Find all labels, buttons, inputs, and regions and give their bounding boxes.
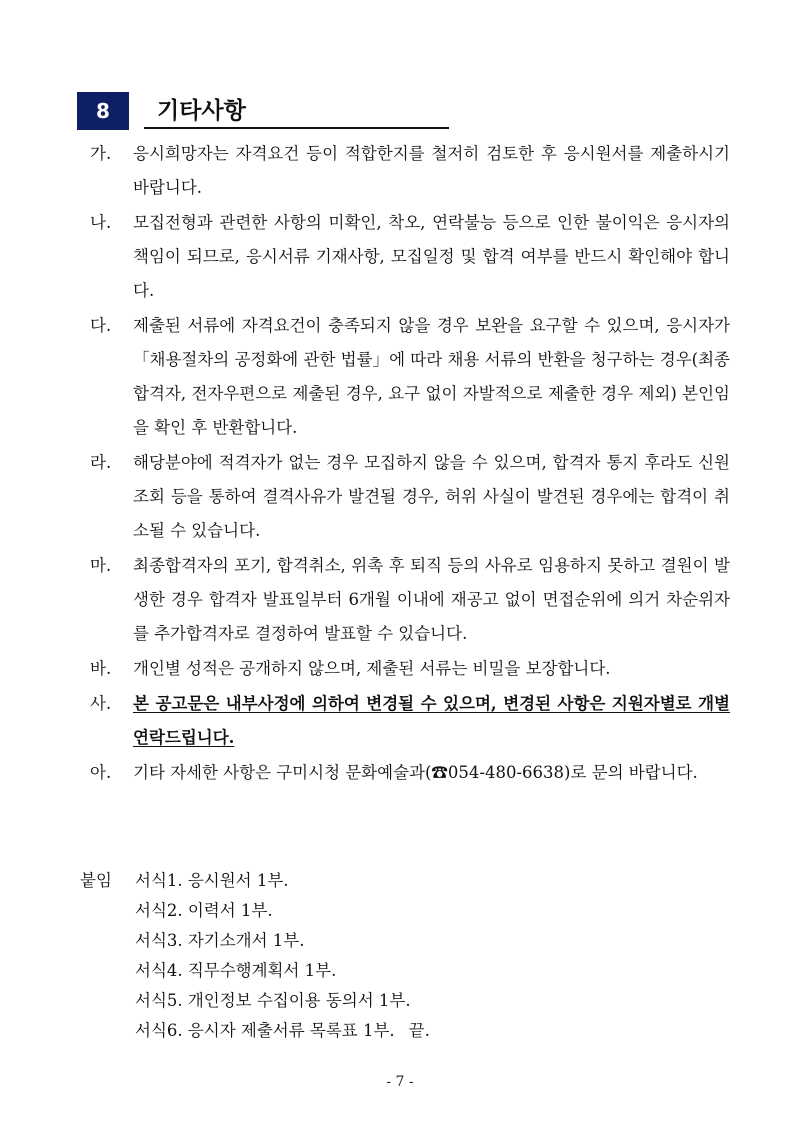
end-mark: 끝. bbox=[408, 1021, 430, 1040]
list-item-sa-emphasized bbox=[90, 687, 730, 755]
attachment-entry: 서식3. 자기소개서 1부. bbox=[135, 931, 305, 950]
item-marker: 라. bbox=[90, 453, 112, 472]
section-header bbox=[77, 92, 449, 130]
item-text: 제출된 서류에 자격요건이 충족되지 않을 경우 보완을 요구할 수 있으며, 응시자가 「채용절차의 공정화에 관한 법률」에 따라 채용 서류의 반환을 청구하는 경우(최종합격자, 전자우편으로 제출된 경우, 요구 없이 자발적으로 제출한 경우 제외) 본인임을 확인 후 반환합니다. bbox=[133, 316, 730, 437]
section-title-underline bbox=[144, 127, 449, 129]
list-item-ba bbox=[90, 652, 730, 686]
item-marker: 마. bbox=[90, 556, 112, 575]
item-marker: 나. bbox=[90, 213, 112, 232]
section-number-badge: 8 bbox=[77, 92, 129, 130]
item-text: 응시희망자는 자격요건 등이 적합한지를 철저히 검토한 후 응시원서를 제출하시기 바랍니다. bbox=[133, 144, 730, 197]
attachments-list bbox=[135, 866, 430, 1046]
attachment-entry: 서식6. 응시자 제출서류 목록표 1부. 끝. bbox=[135, 1021, 430, 1040]
item-text: 최종합격자의 포기, 합격취소, 위촉 후 퇴직 등의 사유로 임용하지 못하고 결원이 발생한 경우 합격자 발표일부터 6개월 이내에 재공고 없이 면접순위에 의거 차순위자를 추가합격자로 결정하여 발표할 수 있습니다. bbox=[133, 556, 730, 643]
item-marker: 사. bbox=[90, 694, 112, 713]
item-marker: 아. bbox=[90, 763, 112, 782]
section-title: 기타사항 bbox=[157, 98, 246, 124]
list-item-na bbox=[90, 206, 730, 308]
attachment-entry: 서식5. 개인정보 수집이용 동의서 1부. bbox=[135, 991, 411, 1010]
list-item-a bbox=[90, 756, 730, 790]
page-number: - 7 - bbox=[386, 1074, 414, 1090]
list-item-da bbox=[90, 309, 730, 445]
notice-list bbox=[90, 137, 730, 791]
attachment-entry: 서식2. 이력서 1부. bbox=[135, 901, 273, 920]
item-text-emphasized: 본 공고문은 내부사정에 의하여 변경될 수 있으며, 변경된 사항은 지원자별로 개별 연락드립니다. bbox=[133, 694, 730, 747]
item-marker: 다. bbox=[90, 316, 112, 335]
list-item-ma bbox=[90, 549, 730, 651]
item-marker: 바. bbox=[90, 659, 112, 678]
item-text: 기타 자세한 사항은 구미시청 문화예술과(☎054-480-6638)로 문의 바랍니다. bbox=[133, 763, 698, 782]
attachment-entry: 서식1. 응시원서 1부. bbox=[135, 871, 289, 890]
item-text: 모집전형과 관련한 사항의 미확인, 착오, 연락불능 등으로 인한 불이익은 응시자의 책임이 되므로, 응시서류 기재사항, 모집일정 및 합격 여부를 반드시 확인해야 합니다. bbox=[133, 213, 730, 300]
attachment-entry: 서식4. 직무수행계획서 1부. bbox=[135, 961, 337, 980]
item-text: 개인별 성적은 공개하지 않으며, 제출된 서류는 비밀을 보장합니다. bbox=[133, 659, 611, 678]
list-item-ra bbox=[90, 446, 730, 548]
item-marker: 가. bbox=[90, 144, 112, 163]
item-text: 해당분야에 적격자가 없는 경우 모집하지 않을 수 있으며, 합격자 통지 후라도 신원조회 등을 통하여 결격사유가 발견될 경우, 허위 사실이 발견된 경우에는 합격이 취소될 수 있습니다. bbox=[133, 453, 730, 540]
list-item-ga bbox=[90, 137, 730, 205]
attachments-label: 붙임 bbox=[80, 871, 112, 890]
